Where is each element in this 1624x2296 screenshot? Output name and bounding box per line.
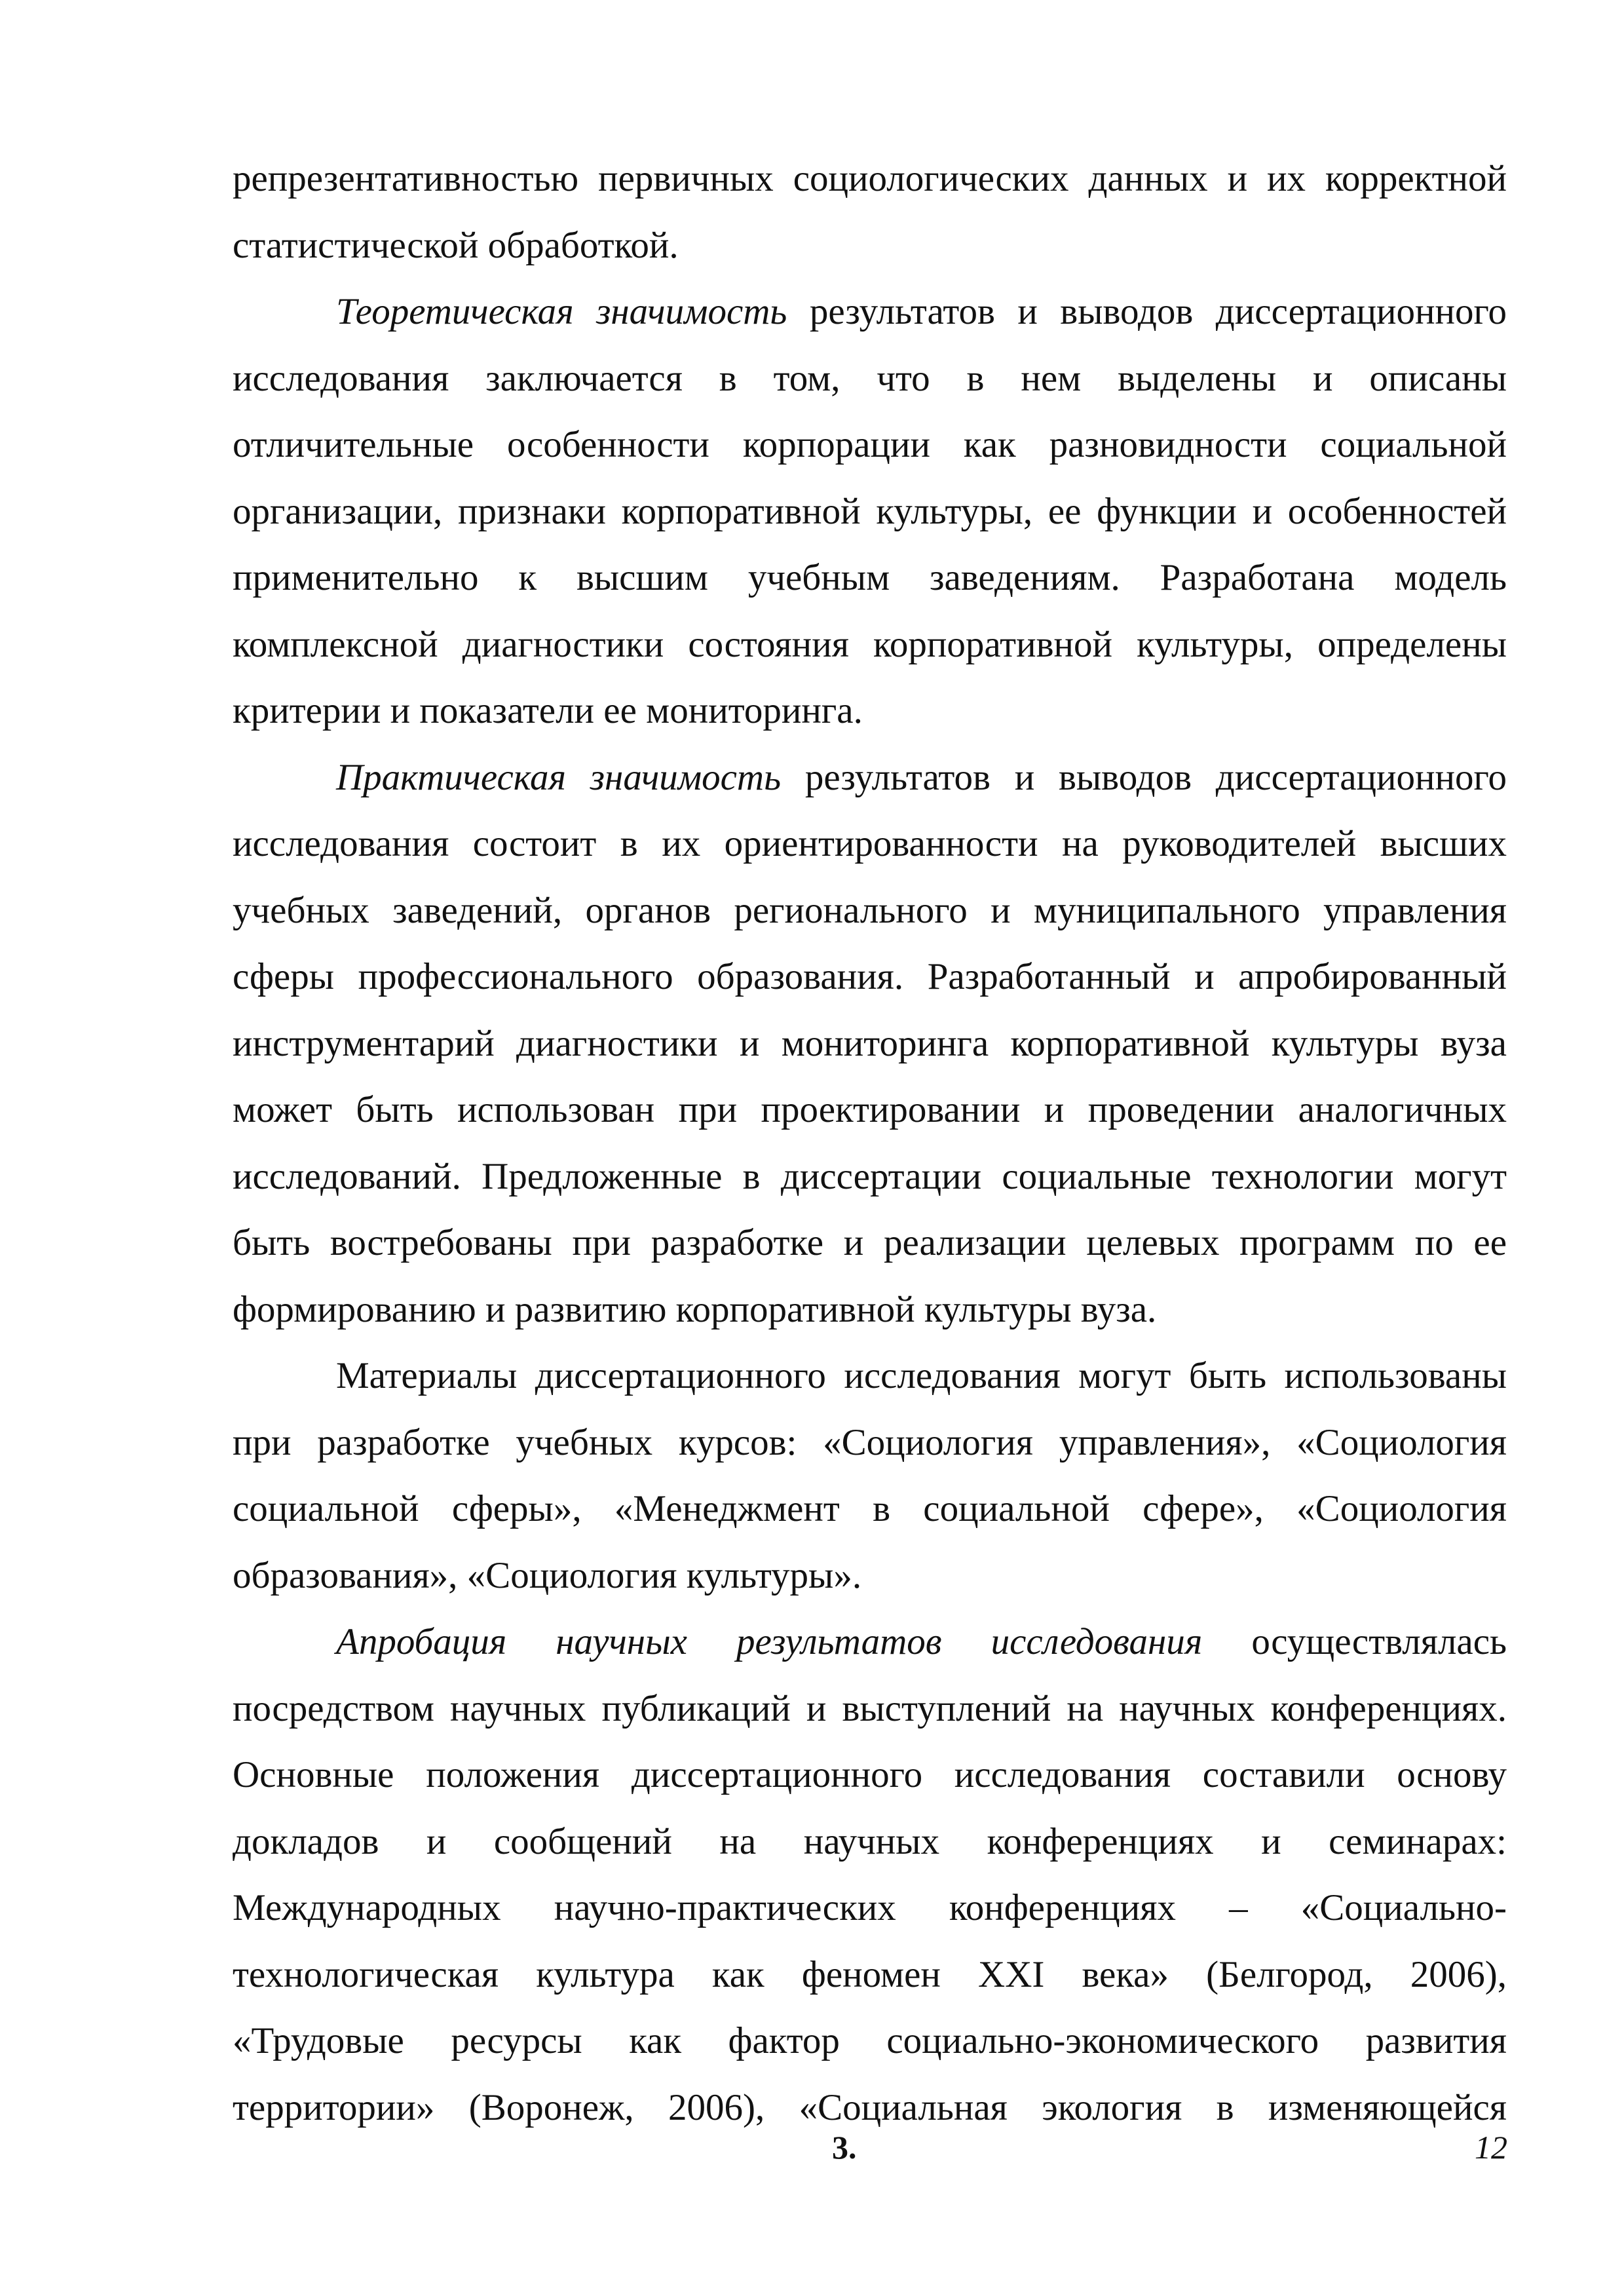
- text-line: исследования состоит в их ориентированности на руководителей высших: [233, 823, 1507, 864]
- document-page: [233, 145, 1507, 2141]
- text-line: комплексной диагностики состояния корпоративной культуры, определены: [233, 623, 1507, 665]
- text-line: отличительные особенности корпорации как разновидности социальной: [233, 424, 1507, 465]
- text-line: учебных заведений, органов регионального и муниципального управления: [233, 889, 1507, 931]
- text-line: критерии и показатели ее мониторинга.: [233, 690, 863, 731]
- text-line: социальной сферы», «Менеджмент в социальной сфере», «Социология: [233, 1488, 1507, 1529]
- italic-heading-theoretical: Теоретическая значимость: [336, 291, 787, 332]
- text-line: результатов и выводов диссертационного: [787, 291, 1507, 332]
- text-line: может быть использован при проектировании и проведении аналогичных: [233, 1089, 1507, 1130]
- italic-heading-approbation: Апробация научных результатов исследования: [336, 1621, 1203, 1662]
- paragraph-start-line: [233, 278, 1507, 345]
- text-line: результатов и выводов диссертационного: [781, 756, 1507, 798]
- text-line: технологическая культура как феномен XXI века» (Белгород, 2006),: [233, 1953, 1507, 1995]
- italic-heading-practical: Практическая значимость: [336, 756, 782, 798]
- text-line: образования», «Социология культуры».: [233, 1554, 862, 1596]
- paragraph-start-line: [233, 744, 1507, 811]
- text-line: сферы профессионального образования. Разработанный и апробированный: [233, 956, 1507, 997]
- text-line: быть востребованы при разработке и реализации целевых программ по ее: [233, 1222, 1507, 1263]
- text-line: посредством научных публикаций и выступлений на научных конференциях.: [233, 1687, 1507, 1729]
- text-line: осуществлялась: [1202, 1621, 1507, 1662]
- text-line: Основные положения диссертационного исследования составили основу: [233, 1754, 1507, 1795]
- text-line: репрезентативностью первичных социологических данных и их корректной: [233, 158, 1507, 199]
- text-line: статистической обработкой.: [233, 224, 679, 266]
- text-line: формированию и развитию корпоративной культуры вуза.: [233, 1288, 1157, 1330]
- text-line: при разработке учебных курсов: «Социология управления», «Социология: [233, 1421, 1507, 1463]
- text-line: инструментарий диагностики и мониторинга корпоративной культуры вуза: [233, 1022, 1507, 1064]
- text-line: исследования заключается в том, что в нем выделены и описаны: [233, 357, 1507, 399]
- paragraph-start-line: [233, 1609, 1507, 1675]
- paragraph-start-line: Материалы диссертационного исследования могут быть использованы: [336, 1355, 1507, 1396]
- text-line: территории» (Воронеж, 2006), «Социальная экология в изменяющейся: [233, 2086, 1507, 2128]
- text-line: Международных научно-практических конференциях – «Социально-: [233, 1887, 1507, 1928]
- text-line: применительно к высшим учебным заведениям. Разработана модель: [233, 557, 1507, 598]
- text-line: докладов и сообщений на научных конференциях и семинарах:: [233, 1820, 1507, 1862]
- text-line: исследований. Предложенные в диссертации социальные технологии могут: [233, 1155, 1507, 1197]
- text-line: организации, признаки корпоративной культуры, ее функции и особенностей: [233, 490, 1507, 532]
- page-number: 12: [1475, 2129, 1507, 2166]
- footer-marker: 3.: [832, 2129, 857, 2166]
- text-line: «Трудовые ресурсы как фактор социально-экономического развития: [233, 2020, 1507, 2061]
